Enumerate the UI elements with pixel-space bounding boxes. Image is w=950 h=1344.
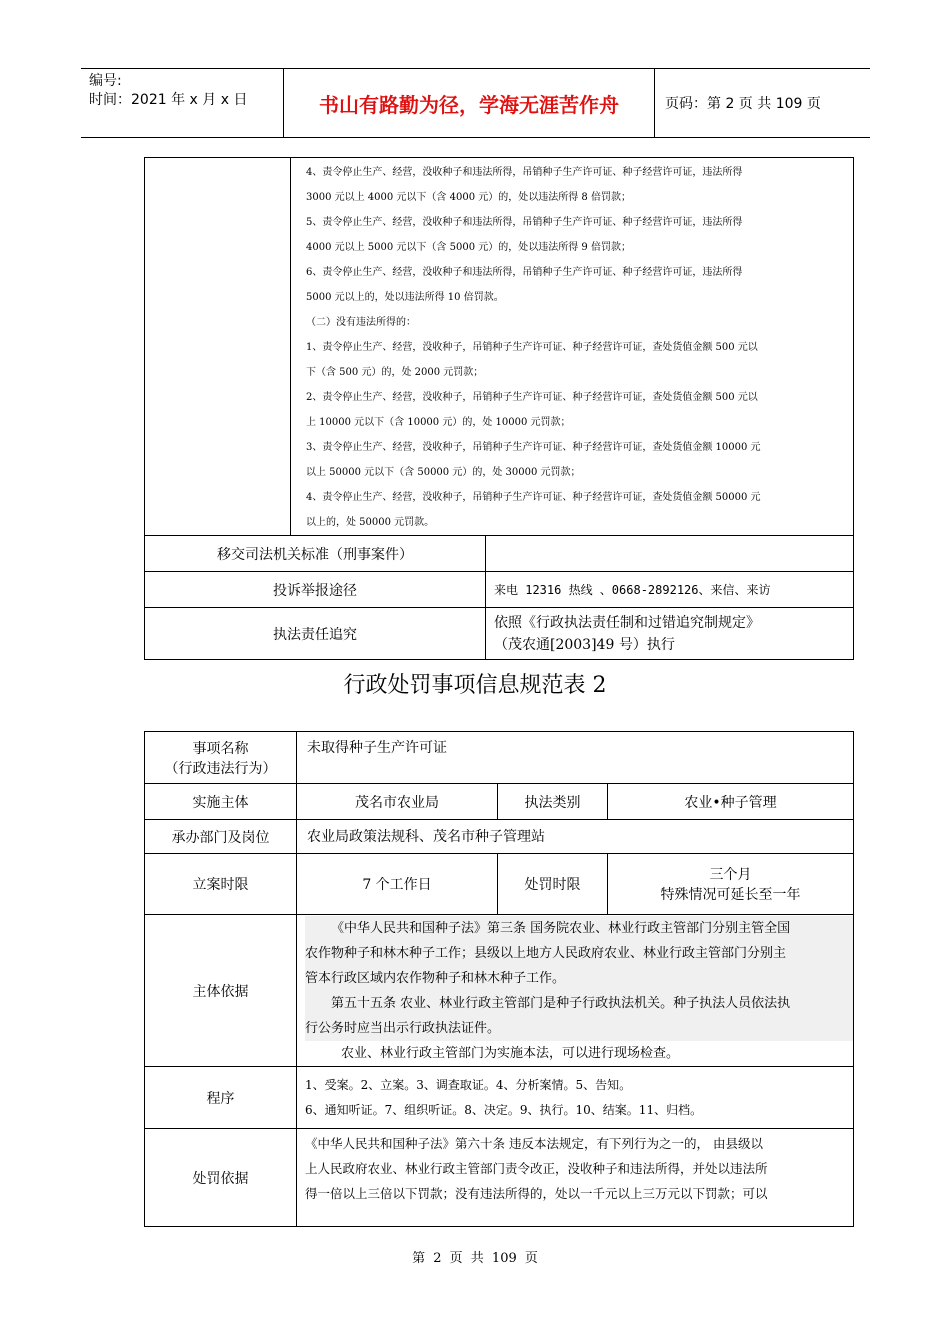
penalty-time-label: 处罚时限 (498, 854, 608, 915)
section-title: 行政处罚事项信息规范表 2 (343, 673, 607, 698)
penalty-line: 6、责令停止生产、经营，没收种子和违法所得，吊销种子生产许可证、种子经营许可证，违法所得 (306, 267, 743, 278)
penalty-line: 以上 50000 元以下（含 50000 元）的，处 30000 元罚款； (306, 467, 581, 478)
empty-label-cell (145, 158, 291, 536)
punish-lines (305, 1131, 853, 1206)
penalty-line: 以上的，处 50000 元罚款。 (306, 517, 435, 528)
basis-line: 第五十五条 农业、林业行政主管部门是种子行政执法机关。种子执法人员依法执 (305, 991, 853, 1016)
basis-line: 行公务时应当出示行政执法证件。 (305, 1016, 853, 1041)
penalty-table-2 (144, 731, 854, 1227)
document-time: 时间：2021 年 x 月 x 日 (89, 92, 248, 108)
item-name-label (145, 732, 297, 784)
procedure-value (297, 1067, 854, 1129)
filing-time-label: 立案时限 (145, 854, 297, 915)
penalty-standards-cell (291, 158, 854, 536)
penalty-line: 1、责令停止生产、经营，没收种子，吊销种子生产许可证、种子经营许可证，查处货值金额 500 元以 (306, 342, 758, 353)
basis-value (297, 915, 854, 1067)
penalty-line: 上 10000 元以下（含 10000 元）的，处 10000 元罚款； (306, 417, 571, 428)
punish-basis-label: 处罚依据 (145, 1129, 297, 1227)
punish-line: 《中华人民共和国种子法》第六十条 违反本法规定，有下列行为之一的， 由县级以 (305, 1136, 763, 1151)
category-value: 农业•种子管理 (608, 784, 854, 820)
header-page-info: 页码：第 2 页 共 109 页 (665, 96, 821, 112)
penalty-line: 4、责令停止生产、经营，没收种子和违法所得，吊销种子生产许可证、种子经营许可证，违法所得 (306, 167, 743, 178)
penalty-line: 下（含 500 元）的，处 2000 元罚款； (306, 367, 484, 378)
subject-value: 茂名市农业局 (297, 784, 498, 820)
item-name-label-line2: （行政违法行为） (164, 760, 277, 777)
item-name-label-line1: 事项名称 (192, 740, 249, 757)
document-number-label: 编号: (89, 73, 122, 89)
penalty-line: 3、责令停止生产、经营，没收种子，吊销种子生产许可证、种子经营许可证，查处货值金额 10000 元 (306, 442, 761, 453)
penalty-line: 2、责令停止生产、经营，没收种子，吊销种子生产许可证、种子经营许可证，查处货值金额 500 元以 (306, 392, 758, 403)
header-motto: 书山有路勤为径，学海无涯苦作舟 (283, 69, 655, 137)
penalty-line: 5、责令停止生产、经营，没收种子和违法所得，吊销种子生产许可证、种子经营许可证，违法所得 (306, 217, 743, 228)
subject-label: 实施主体 (145, 784, 297, 820)
dept-value: 农业局政策法规科、茂名市种子管理站 (297, 820, 854, 854)
penalty-time-line2: 特殊情况可延长至一年 (660, 887, 801, 903)
penalty-time-value (608, 854, 854, 915)
category-label: 执法类别 (498, 784, 608, 820)
transfer-standard-label: 移交司法机关标准（刑事案件） (145, 536, 486, 572)
basis-line: 农业、林业行政主管部门为实施本法，可以进行现场检查。 (341, 1045, 680, 1061)
penalty-line: 4000 元以上 5000 元以下（含 5000 元）的，处以违法所得 9 倍罚款； (306, 242, 631, 253)
dept-label: 承办部门及岗位 (145, 820, 297, 854)
basis-line: 《中华人民共和国种子法》第三条 国务院农业、林业行政主管部门分别主管全国 (305, 916, 853, 941)
basis-line: 管本行政区域内农作物种子和林木种子工作。 (305, 966, 853, 991)
filing-time-value: 7 个工作日 (297, 854, 498, 915)
penalty-line: 3000 元以上 4000 元以下（含 4000 元）的，处以违法所得 8 倍罚款； (306, 192, 631, 203)
page-header (81, 68, 870, 138)
penalty-lines (306, 160, 847, 535)
penalty-table-1-continued (144, 157, 854, 660)
procedure-line: 6、通知听证。7、组织听证。8、决定。9、执行。10、结案。11、归档。 (305, 1102, 703, 1117)
basis-lines (305, 916, 853, 1066)
basis-line: 农作物种子和林木种子工作；县级以上地方人民政府农业、林业行政主管部门分别主 (305, 941, 853, 966)
liability-label: 执法责任追究 (145, 608, 486, 660)
punish-basis-value (297, 1129, 854, 1227)
penalty-time-line1: 三个月 (709, 867, 752, 883)
penalty-line: 5000 元以上的，处以违法所得 10 倍罚款。 (306, 292, 504, 303)
punish-line: 上人民政府农业、林业行政主管部门责令改正，没收种子和违法所得，并处以违法所 (305, 1161, 768, 1176)
page-footer: 第 2 页 共 109 页 (412, 1251, 538, 1266)
basis-label: 主体依据 (145, 915, 297, 1067)
transfer-standard-value (486, 536, 854, 572)
procedure-lines (305, 1073, 853, 1123)
liability-value (486, 608, 854, 660)
header-meta (81, 69, 283, 137)
complaint-channel-label: 投诉举报途径 (145, 572, 486, 608)
penalty-line: 4、责令停止生产、经营，没收种子，吊销种子生产许可证、种子经营许可证，查处货值金额 50000 元 (306, 492, 761, 503)
punish-line: 得一倍以上三倍以下罚款；没有违法所得的，处以一千元以上三万元以下罚款；可以 (305, 1186, 768, 1201)
procedure-label: 程序 (145, 1067, 297, 1129)
complaint-channel-value: 来电 12316 热线 、0668-2892126、来信、来访 (486, 572, 854, 608)
penalty-line: （二）没有违法所得的： (306, 317, 416, 328)
item-name-value: 未取得种子生产许可证 (297, 732, 854, 784)
liability-line-2: （茂农通[2003]49 号）执行 (494, 636, 675, 653)
procedure-line: 1、受案。2、立案。3、调查取证。4、分析案情。5、告知。 (305, 1077, 632, 1092)
liability-line-1: 依照《行政执法责任制和过错追究制规定》 (494, 614, 760, 631)
